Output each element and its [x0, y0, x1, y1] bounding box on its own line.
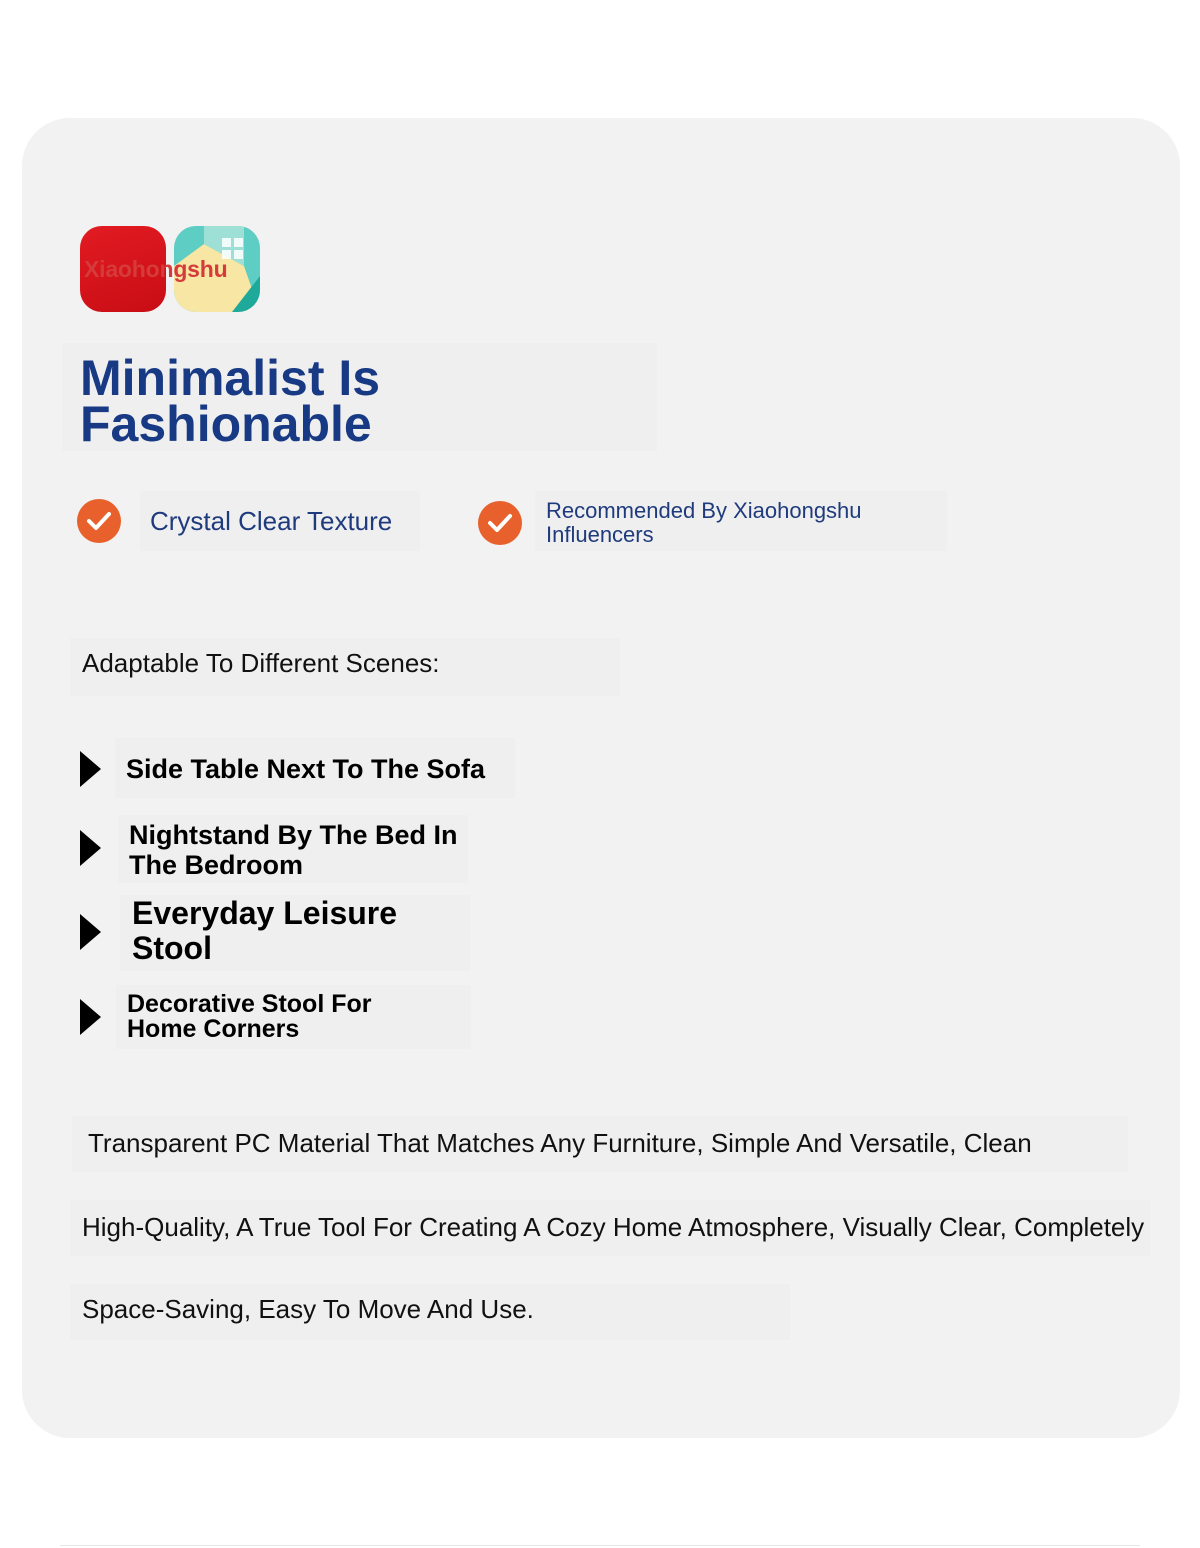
triangle-right-icon	[80, 751, 101, 787]
scene-label-line-1: Nightstand By The Bed In	[129, 820, 458, 850]
description-line-1: Transparent PC Material That Matches Any Furniture, Simple And Versatile, Clean	[88, 1128, 1032, 1158]
triangle-right-icon	[80, 999, 101, 1035]
scenes-label: Adaptable To Different Scenes:	[82, 648, 440, 678]
feature-recommended	[478, 499, 862, 547]
scene-label-line-2: The Bedroom	[129, 850, 304, 880]
page-title-line-2: Fashionable	[80, 396, 372, 452]
scene-label-line-1: Decorative Stool For	[127, 990, 372, 1018]
divider	[60, 1545, 1140, 1546]
brand-logo-text: Xiaohongshu	[84, 256, 228, 282]
description-line-3: Space-Saving, Easy To Move And Use.	[82, 1294, 534, 1324]
feature-label-line-2: Influencers	[546, 522, 654, 547]
triangle-right-icon	[80, 914, 101, 950]
feature-label	[546, 499, 862, 547]
scene-label-line-2: Home Corners	[127, 1015, 300, 1043]
check-circle-icon	[77, 499, 121, 543]
page-title-line-1: Minimalist Is	[80, 350, 381, 406]
scene-label-line-1: Side Table Next To The Sofa	[126, 754, 486, 784]
description-line-2: High-Quality, A True Tool For Creating A Cozy Home Atmosphere, Visually Clear, Completely	[82, 1212, 1145, 1242]
brand-logos	[80, 226, 260, 312]
scene-label-line-1: Everyday Leisure	[132, 895, 398, 931]
feature-label: Crystal Clear Texture	[150, 505, 393, 536]
scene-label	[132, 896, 397, 966]
scene-label	[126, 753, 485, 785]
page-title	[80, 350, 640, 452]
scene-label-line-2: Stool	[132, 930, 212, 966]
feature-label-line-1: Recommended By Xiaohongshu	[546, 498, 862, 523]
scene-label	[129, 820, 458, 880]
check-circle-icon	[478, 501, 522, 545]
triangle-right-icon	[80, 830, 101, 866]
scene-label	[127, 992, 372, 1042]
feature-crystal-clear	[77, 499, 392, 543]
